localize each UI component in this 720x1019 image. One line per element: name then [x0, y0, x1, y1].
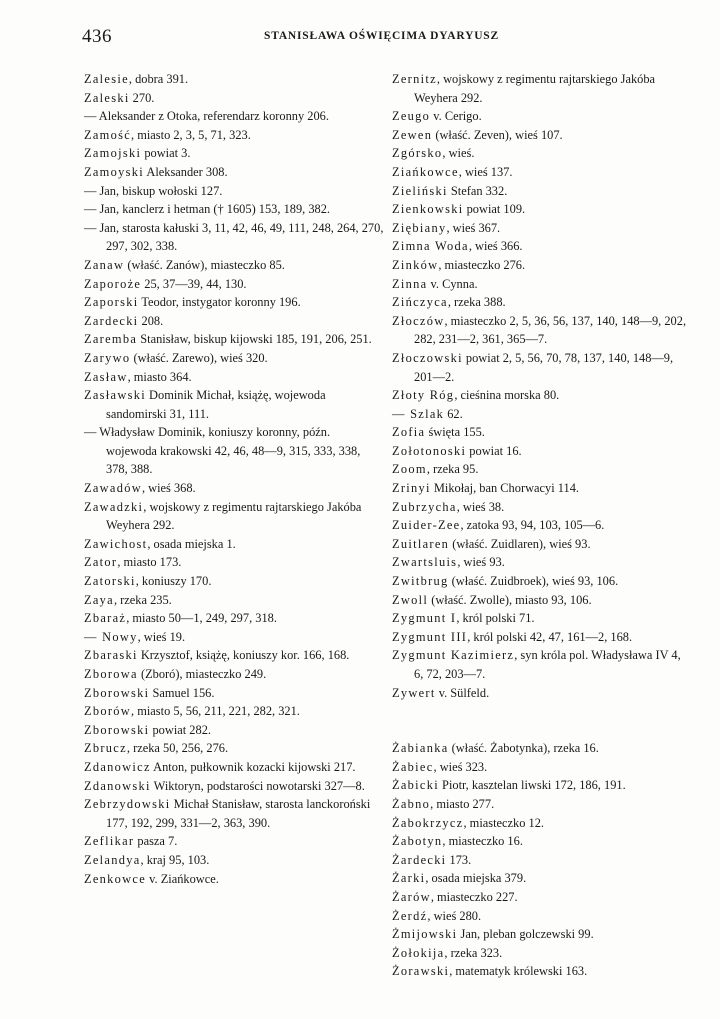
index-entry: [392, 219, 692, 238]
entry-headword: Żabotyn: [392, 834, 443, 849]
entry-details: powiat 3.: [141, 146, 191, 161]
entry-details: , rzeka 95.: [426, 462, 479, 477]
entry-headword: Zborowski: [84, 685, 150, 700]
entry-headword: Żabokrzycz: [392, 815, 464, 830]
entry-headword: Zimna Woda: [392, 239, 469, 254]
entry-details: święta 155.: [425, 425, 485, 440]
entry-headword: Zińczyca: [392, 295, 448, 310]
page-number: 436: [82, 26, 112, 47]
index-entry: [84, 89, 384, 108]
entry-headword: Zardecki: [84, 313, 139, 328]
index-entry: [392, 479, 692, 498]
entry-details: Anton, pułkownik kozacki kijowski 217.: [150, 759, 356, 774]
entry-headword: Zinna: [392, 276, 428, 291]
index-entry: [392, 498, 692, 517]
entry-headword: Zygmunt III: [392, 629, 468, 644]
entry-details: (właść. Zanów), miasteczko 85.: [124, 257, 285, 272]
entry-details: , koniuszy 170.: [135, 574, 212, 589]
entry-details: 173.: [446, 852, 472, 867]
entry-details: Aleksander 308.: [143, 164, 228, 179]
entry-headword: Zwitbrug: [392, 574, 449, 589]
entry-details: , rzeka 235.: [113, 592, 172, 607]
index-entry: [392, 386, 692, 405]
index-entry: [392, 535, 692, 554]
entry-details: , wieś 38.: [456, 499, 505, 514]
entry-headword: Zarywo: [84, 350, 131, 365]
index-entry: [392, 237, 692, 256]
index-entry: [84, 349, 384, 368]
index-entry: [84, 498, 384, 535]
entry-details: , król polski 42, 47, 161—2, 168.: [467, 629, 633, 644]
entry-headword: Zatorski: [84, 574, 136, 589]
entry-details: Stefan 332.: [447, 183, 508, 198]
entry-headword: Zaya: [84, 592, 114, 607]
index-entry: [392, 907, 692, 926]
index-entry: [392, 572, 692, 591]
entry-headword: Zelandya: [84, 852, 141, 867]
section-gap: [392, 702, 692, 739]
entry-details: , zatoka 93, 94, 103, 105—6.: [460, 518, 605, 533]
entry-details: , miasteczko 227.: [430, 889, 518, 904]
entry-details: Krzysztof, książę, koniuszy kor. 166, 168.: [137, 648, 350, 663]
entry-headword: Zienkowski: [392, 202, 464, 217]
index-entry: [392, 591, 692, 610]
entry-headword: Zasławski: [84, 388, 146, 403]
index-entry: [84, 777, 384, 796]
entry-details: , wieś 280.: [427, 908, 482, 923]
index-column-left: [84, 70, 384, 888]
index-entry: [392, 609, 692, 628]
entry-details: Teodor, instygator koronny 196.: [138, 295, 301, 310]
index-entry: [84, 312, 384, 331]
entry-headword: Zofia: [392, 425, 426, 440]
entry-details: , dobra 391.: [128, 72, 189, 86]
entry-details: v. Ziańkowce.: [146, 871, 219, 886]
entry-details: , wieś 19.: [137, 629, 186, 644]
entry-headword: Zeflikar: [84, 834, 135, 849]
entry-details: , wieś 323.: [433, 759, 488, 774]
entry-details: — Jan, biskup wołoski 127.: [84, 183, 223, 198]
entry-details: , wojskowy z regimentu rajtarskiego Jakóba Weyhera 292.: [414, 72, 656, 105]
index-entry: [392, 460, 692, 479]
index-entry: [84, 553, 384, 572]
entry-details: v. Cynna.: [427, 276, 478, 291]
entry-details: , miasteczko 276.: [438, 257, 526, 272]
entry-details: (właść. Żabotynka), rzeka 16.: [448, 741, 599, 756]
index-entry: [84, 479, 384, 498]
entry-headword: Zborowa: [84, 667, 138, 681]
index-entry: [392, 553, 692, 572]
index-entry: [84, 665, 384, 684]
index-entry: [392, 349, 692, 386]
entry-headword: Zernitz: [392, 72, 437, 86]
entry-headword: Żorawski: [392, 964, 450, 979]
entry-headword: Zołotonoski: [392, 443, 467, 458]
entry-details: powiat 2, 5, 56, 70, 78, 137, 140, 148—9, 201—2.: [414, 350, 674, 384]
index-entry: [84, 163, 384, 182]
index-entry: [84, 684, 384, 703]
entry-details: , cieśnina morska 80.: [454, 388, 560, 403]
entry-headword: Zrinyi: [392, 481, 431, 496]
entry-details: , wieś 93.: [457, 555, 505, 570]
entry-details: , osada miejska 379.: [425, 871, 527, 886]
index-entry: [392, 275, 692, 294]
index-entry: [392, 144, 692, 163]
entry-headword: Zamoyski: [84, 164, 144, 179]
index-entry: [84, 851, 384, 870]
entry-details: Dominik Michał, książę, wojewoda sandomirski 31, 111.: [106, 388, 326, 421]
index-entry: [392, 182, 692, 201]
entry-details: , miasteczko 16.: [442, 834, 523, 849]
entry-details: , matematyk królewski 163.: [449, 964, 588, 979]
index-entry: [84, 535, 384, 554]
entry-headword: Żarów: [392, 889, 431, 904]
entry-details: , rzeka 323.: [444, 945, 503, 960]
entry-headword: Zywert: [392, 685, 436, 700]
entry-details: powiat 16.: [466, 443, 522, 458]
entry-headword: Zasław: [84, 369, 128, 384]
entry-details: powiat 109.: [463, 202, 526, 217]
entry-headword: Zaremba: [84, 332, 138, 347]
index-entry: [392, 312, 692, 349]
entry-headword: Żerdź: [392, 908, 428, 923]
entry-details: , król polski 71.: [456, 611, 535, 626]
entry-headword: Zenkowce: [84, 871, 147, 886]
entry-headword: Zubrzycha: [392, 499, 457, 514]
entry-headword: Żabicki: [392, 778, 439, 793]
entry-headword: Zinków: [392, 257, 439, 272]
entry-headword: Zoom: [392, 462, 427, 477]
entry-details: , rzeka 388.: [447, 295, 506, 310]
entry-details: , miasto 277.: [430, 796, 495, 811]
index-entry: [392, 442, 692, 461]
entry-headword: Zator: [84, 555, 118, 570]
entry-headword: Zbrucz: [84, 741, 127, 756]
index-entry: [392, 516, 692, 535]
entry-details: , syn króla pol. Władysława IV 4, 6, 72, 203—7.: [414, 648, 681, 681]
entry-headword: Zuider-Zee: [392, 518, 461, 533]
entry-headword: Żardecki: [392, 852, 447, 867]
index-entry: [392, 739, 692, 758]
entry-headword: Złoczów: [392, 313, 445, 328]
entry-headword: Zamość: [84, 127, 132, 142]
index-entry: [84, 721, 384, 740]
index-column-right: [392, 70, 692, 981]
index-entry: [392, 684, 692, 703]
index-entry: [392, 869, 692, 888]
entry-details: (właść. Zuidbroek), wieś 93, 106.: [448, 574, 619, 589]
entry-headword: Żabiec: [392, 759, 434, 774]
entry-headword: Żabno: [392, 796, 431, 811]
entry-details: — Jan, starosta kałuski 3, 11, 42, 46, 49, 111, 248, 264, 270, 297, 302, 338.: [84, 220, 384, 254]
entry-details: — Aleksander z Otoka, referendarz koronny 206.: [84, 109, 329, 124]
entry-details: v. Cerigo.: [430, 109, 482, 124]
index-entry: [84, 70, 384, 89]
index-entry: [392, 795, 692, 814]
entry-headword: Zuitlaren: [392, 536, 450, 551]
entry-details: — Jan, kanclerz i hetman († 1605) 153, 189, 382.: [84, 202, 331, 217]
entry-details: , wieś 366.: [468, 239, 523, 254]
index-entry: [84, 423, 384, 479]
entry-details: , miasteczko 12.: [463, 815, 544, 830]
entry-headword: Żołokija: [392, 945, 445, 960]
index-entry: [392, 163, 692, 182]
entry-headword: Zawadzki: [84, 499, 144, 514]
index-entry: [392, 70, 692, 107]
index-entry: [84, 219, 384, 256]
entry-details: , wieś 367.: [446, 220, 501, 235]
index-entry: [84, 628, 384, 647]
entry-details: Jan, pleban golczewski 99.: [457, 927, 594, 942]
entry-details: , miasto 5, 56, 211, 221, 282, 321.: [131, 704, 300, 719]
entry-details: v. Sülfeld.: [435, 685, 490, 700]
entry-details: 208.: [138, 313, 164, 328]
entry-headword: Zaporski: [84, 295, 139, 310]
index-entry: [392, 776, 692, 795]
entry-headword: Zdanowicz: [84, 759, 151, 774]
entry-headword: Złoty Róg: [392, 388, 455, 403]
entry-details: powiat 282.: [149, 722, 211, 737]
entry-headword: Żabianka: [392, 741, 449, 756]
entry-details: 270.: [129, 90, 155, 105]
entry-headword: — Szlak: [392, 406, 445, 421]
entry-details: Stanisław, biskup kijowski 185, 191, 206, 251.: [137, 332, 372, 347]
entry-headword: Zewen: [392, 127, 433, 142]
entry-details: 25, 37—39, 44, 130.: [141, 276, 247, 291]
index-entry: [84, 293, 384, 312]
index-entry: [392, 405, 692, 424]
index-entry: [392, 628, 692, 647]
index-entry: [84, 107, 384, 126]
running-head: STANISŁAWA OŚWIĘCIMA DYARYUSZ: [264, 30, 499, 42]
entry-details: Samuel 156.: [149, 685, 215, 700]
index-entry: [84, 646, 384, 665]
index-entry: [392, 646, 692, 683]
entry-details: , miasto 173.: [117, 555, 182, 570]
index-entry: [84, 702, 384, 721]
index-entry: [392, 944, 692, 963]
entry-details: , osada miejska 1.: [147, 536, 236, 551]
index-entry: [84, 572, 384, 591]
entry-details: , miasto 50—1, 249, 297, 318.: [126, 611, 277, 626]
index-entry: [392, 256, 692, 275]
entry-details: (Zboró), miasteczko 249.: [137, 667, 267, 681]
index-entry: [84, 832, 384, 851]
entry-details: Piotr, kasztelan liwski 172, 186, 191.: [438, 778, 626, 793]
entry-headword: Zwartsluis: [392, 555, 458, 570]
index-entry: [84, 386, 384, 423]
index-entry: [84, 591, 384, 610]
entry-details: 62.: [444, 406, 463, 421]
index-entry: [84, 256, 384, 275]
entry-headword: Żmijowski: [392, 927, 458, 942]
entry-headword: — Nowy: [84, 629, 138, 644]
entry-details: , wieś 368.: [141, 481, 196, 496]
entry-details: Michał Stanisław, starosta lanckoroński 177, 192, 299, 331—2, 363, 390.: [106, 797, 371, 830]
entry-headword: Zdanowski: [84, 778, 151, 793]
entry-details: Wiktoryn, podstarości nowotarski 327—8.: [150, 778, 365, 793]
entry-headword: Zawadów: [84, 481, 142, 496]
entry-details: , wieś.: [442, 146, 475, 161]
entry-details: (właść. Zuidlaren), wieś 93.: [449, 536, 591, 551]
index-entry: [84, 739, 384, 758]
entry-details: , rzeka 50, 256, 276.: [126, 741, 229, 756]
index-entry: [84, 275, 384, 294]
entry-headword: Zaleski: [84, 90, 130, 105]
entry-details: Mikołaj, ban Chorwacyi 114.: [430, 481, 579, 496]
entry-details: , kraj 95, 103.: [140, 852, 210, 867]
entry-headword: Zieliński: [392, 183, 448, 198]
entry-headword: Zygmunt I: [392, 611, 457, 626]
index-entry: [84, 795, 384, 832]
index-entry: [392, 888, 692, 907]
entry-headword: Zygmunt Kazimierz: [392, 648, 515, 663]
index-entry: [84, 126, 384, 145]
entry-headword: Złoczowski: [392, 350, 463, 365]
index-entry: [392, 962, 692, 981]
index-entry: [392, 925, 692, 944]
entry-headword: Zamojski: [84, 146, 142, 161]
entry-details: — Władysław Dominik, koniuszy koronny, późn. wojewoda krakowski 42, 46, 48—9, 315, 333, 338, 378, 388.: [84, 425, 361, 477]
entry-headword: Zebrzydowski: [84, 797, 171, 812]
entry-headword: Zawichost: [84, 536, 148, 551]
entry-headword: Zeugo: [392, 109, 431, 124]
entry-details: , wojskowy z regimentu rajtarskiego Jakóba Weyhera 292.: [106, 499, 362, 533]
entry-headword: Zaporoże: [84, 276, 142, 291]
entry-details: , miasteczko 2, 5, 36, 56, 137, 140, 148—9, 202, 282, 231—2, 361, 365—7.: [414, 313, 687, 347]
entry-details: , wieś 137.: [458, 164, 513, 179]
index-entry: [84, 609, 384, 628]
entry-headword: Zborów: [84, 704, 132, 719]
index-entry: [84, 368, 384, 387]
entry-headword: Zalesie: [84, 72, 129, 86]
index-entry: [84, 144, 384, 163]
index-entry: [84, 200, 384, 219]
index-entry: [392, 423, 692, 442]
page-header: [82, 26, 642, 50]
entry-details: , miasto 2, 3, 5, 71, 323.: [131, 127, 251, 142]
entry-headword: Zgórsko: [392, 146, 443, 161]
index-entry: [84, 870, 384, 889]
index-entry: [392, 107, 692, 126]
entry-headword: Ziańkowce: [392, 164, 459, 179]
entry-headword: Zwoll: [392, 592, 429, 607]
entry-details: (właść. Zeven), wieś 107.: [432, 127, 563, 142]
index-entry: [84, 758, 384, 777]
index-entry: [392, 851, 692, 870]
entry-details: (właść. Zarewo), wieś 320.: [130, 350, 268, 365]
index-entry: [392, 814, 692, 833]
entry-headword: Zanaw: [84, 257, 125, 272]
entry-headword: Żarki: [392, 871, 426, 886]
index-entry: [84, 330, 384, 349]
index-entry: [392, 832, 692, 851]
entry-headword: Zbaraski: [84, 648, 138, 663]
index-entry: [84, 182, 384, 201]
index-entry: [392, 200, 692, 219]
entry-headword: Ziębiany: [392, 220, 447, 235]
index-entry: [392, 293, 692, 312]
entry-headword: Zborowski: [84, 722, 150, 737]
entry-headword: Zbaraż: [84, 611, 127, 626]
entry-details: (właść. Zwolle), miasto 93, 106.: [428, 592, 592, 607]
entry-details: , miasto 364.: [127, 369, 192, 384]
index-entry: [392, 758, 692, 777]
index-entry: [392, 126, 692, 145]
entry-details: pasza 7.: [134, 834, 178, 849]
